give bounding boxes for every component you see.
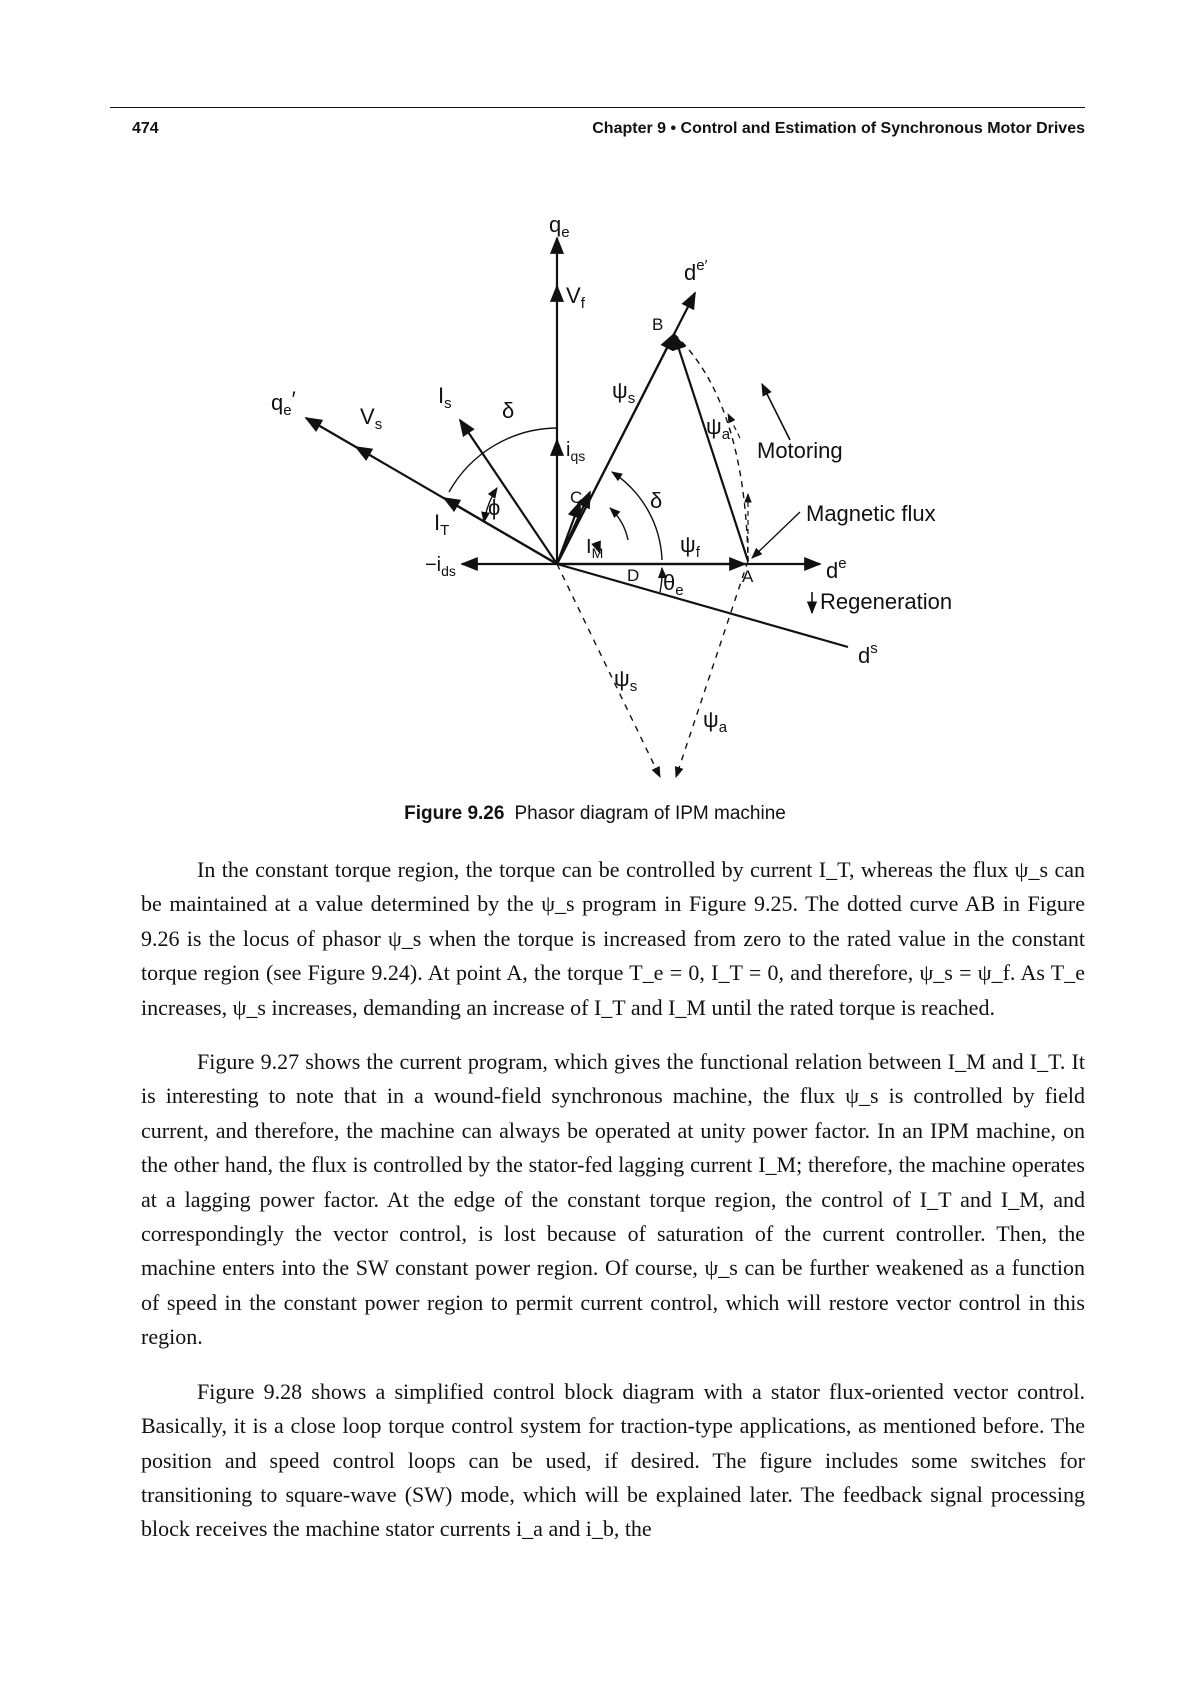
- phasor-diagram: [0, 0, 1190, 800]
- paragraph-1: In the constant torque region, the torque can be controlled by current I_T, whereas the flux ψ_s can be maintained at a value determined by the ψ_s program in Figure 9.25. The dotted curve AB in Figure 9.26 is the locus of phasor ψ_s when the torque is increased from zero to the rated value in the constant torque region (see Figure 9.24). At point A, the torque T_e = 0, I_T = 0, and therefore, ψ_s = ψ_f. As T_e increases, ψ_s increases, demanding an increase of I_T and I_M until the rated torque is reached.: [141, 857, 1085, 1020]
- label-phi: ϕ: [488, 495, 501, 520]
- label-delta-top: δ: [502, 398, 515, 423]
- running-head: Chapter 9 • Control and Estimation of Synchronous Motor Drives: [592, 120, 1085, 137]
- label-theta-e: $\theta_e$: [663, 570, 684, 599]
- label-de: $d^e$: [826, 555, 847, 583]
- label-psi-s-bottom: $\psi_s$: [614, 666, 638, 695]
- it-phasor: [444, 498, 557, 564]
- label-psi-s-top: $\psi_s$: [612, 378, 636, 407]
- ds-axis: [557, 564, 848, 647]
- label-im: $I_M$: [586, 536, 604, 561]
- label-point-c: C: [570, 488, 583, 507]
- label-iqs: $i_{qs}$: [566, 439, 586, 464]
- label-qe: $q_e$: [549, 212, 570, 241]
- label-it: $I_T$: [434, 510, 450, 539]
- label-regeneration: Regeneration: [820, 589, 953, 614]
- label-psi-f: $\psi_f$: [680, 532, 700, 561]
- label-minus-ids: $-i_{ds}$: [425, 554, 456, 579]
- label-vf: $V_f$: [566, 283, 585, 312]
- psi-a-phasor: [674, 334, 748, 561]
- label-ds: $d^s$: [858, 640, 878, 668]
- theta-e-arc: [660, 568, 662, 592]
- delta-arc-inner: [610, 508, 628, 540]
- label-point-d: D: [627, 566, 640, 585]
- label-delta-mid: δ: [650, 488, 663, 513]
- label-motoring: Motoring: [757, 438, 843, 463]
- vs-arrow: [356, 447, 370, 455]
- page-number: 474: [132, 120, 159, 137]
- label-qe-prime: $q_e'$: [271, 387, 296, 419]
- label-magnetic-flux: Magnetic flux: [806, 501, 936, 526]
- figure-caption: [0, 803, 1190, 825]
- label-point-b: B: [652, 315, 664, 334]
- label-vs: $V_s$: [360, 404, 383, 433]
- label-de-prime: $d^{e'}$: [684, 257, 708, 285]
- label-psi-a-top: $\psi_a$: [706, 414, 731, 443]
- phasor-diagram-figure: [0, 0, 1190, 800]
- motoring-direction-arrow: [762, 384, 790, 440]
- label-psi-a-bottom: $\psi_a$: [703, 707, 728, 736]
- delta-arc-mid: [612, 472, 662, 560]
- label-is: $I_s$: [438, 383, 452, 412]
- paragraph-3: Figure 9.28 shows a simplified control block diagram with a stator flux-oriented vector control. Basically, it is a close loop torque control system for traction-type applications, as mentioned before. The position and speed control loops can be used, if desired. The figure includes some switches for transitioning to square-wave (SW) mode, which will be explained later. The feedback signal processing block receives the machine stator currents i_a and i_b, the: [141, 1378, 1085, 1542]
- paragraph-2: Figure 9.27 shows the current program, which gives the functional relation between I_M and I_T. It is interesting to note that in a wound-field synchronous machine, the flux ψ_s is controlled by field current, and therefore, the machine can always be operated at unity power factor. In an IPM machine, on the other hand, the flux is controlled by the stator-fed lagging current I_M; therefore, the machine operates at a lagging power factor. At the edge of the constant torque region, the control of I_T and I_M, and correspondingly the vector control, is lost because of saturation of the current controller. Then, the machine enters into the SW constant power region. Of course, ψ_s can be further weakened as a function of speed in the constant power region to permit current control, which will restore vector control in this region.: [141, 1049, 1085, 1350]
- im-phasor: [557, 502, 580, 564]
- figure-caption-text: Phasor diagram of IPM machine: [514, 803, 786, 824]
- body-text: [141, 853, 1085, 1567]
- magnetic-flux-leader: [752, 512, 800, 558]
- label-point-a: A: [742, 567, 754, 586]
- psi-a-dashed-down: [676, 561, 748, 777]
- is-phasor: [460, 420, 557, 564]
- figure-caption-id: Figure 9.26: [404, 803, 505, 824]
- psi-s-dashed-down: [557, 564, 660, 777]
